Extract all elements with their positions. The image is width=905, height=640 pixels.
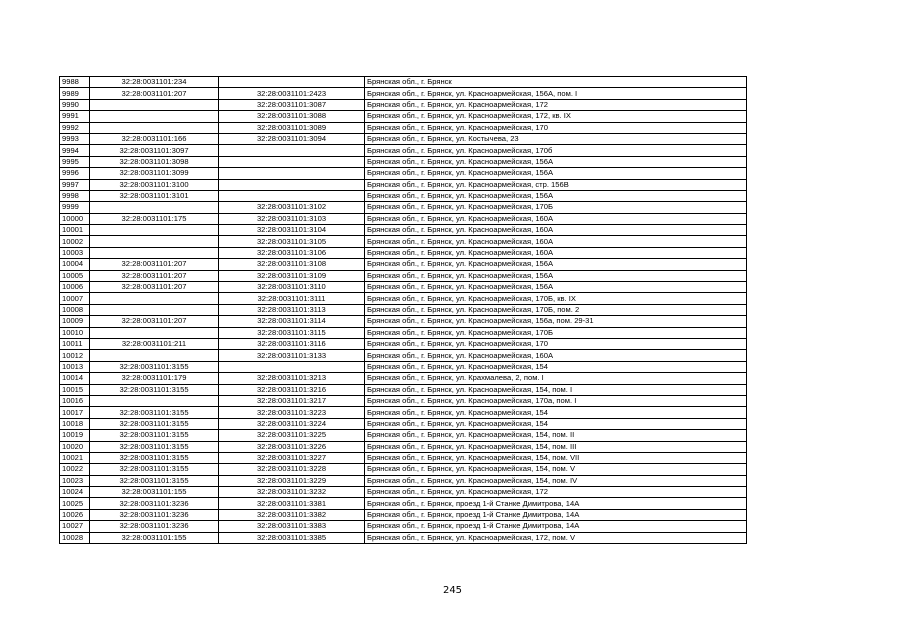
row-number-cell: 9988 xyxy=(60,77,90,88)
row-number-cell: 10012 xyxy=(60,350,90,361)
object-cadastral-number-cell: 32:28:0031101:3217 xyxy=(219,395,365,406)
address-cell: Брянская обл., г. Брянск, ул. Красноармейская, 156А xyxy=(365,156,747,167)
row-number-cell: 10010 xyxy=(60,327,90,338)
address-cell: Брянская обл., г. Брянск, ул. Красноармейская, 160А xyxy=(365,236,747,247)
table-row xyxy=(60,145,747,156)
object-cadastral-number-cell: 32:28:0031101:3228 xyxy=(219,464,365,475)
land-cadastral-number-cell xyxy=(90,236,219,247)
table-row xyxy=(60,99,747,110)
land-cadastral-number-cell: 32:28:0031101:3155 xyxy=(90,430,219,441)
object-cadastral-number-cell: 32:28:0031101:3102 xyxy=(219,202,365,213)
row-number-cell: 10028 xyxy=(60,532,90,543)
table-row xyxy=(60,395,747,406)
address-cell: Брянская обл., г. Брянск, ул. Красноармейская, 154 xyxy=(365,418,747,429)
table-row xyxy=(60,498,747,509)
table-row xyxy=(60,452,747,463)
row-number-cell: 9999 xyxy=(60,202,90,213)
land-cadastral-number-cell: 32:28:0031101:155 xyxy=(90,487,219,498)
row-number-cell: 10027 xyxy=(60,521,90,532)
object-cadastral-number-cell: 32:28:0031101:3385 xyxy=(219,532,365,543)
row-number-cell: 9993 xyxy=(60,133,90,144)
land-cadastral-number-cell: 32:28:0031101:3155 xyxy=(90,475,219,486)
land-cadastral-number-cell xyxy=(90,111,219,122)
land-cadastral-number-cell: 32:28:0031101:175 xyxy=(90,213,219,224)
row-number-cell: 10008 xyxy=(60,304,90,315)
address-cell: Брянская обл., г. Брянск, ул. Красноармейская, 170 xyxy=(365,338,747,349)
land-cadastral-number-cell: 32:28:0031101:3236 xyxy=(90,509,219,520)
row-number-cell: 9990 xyxy=(60,99,90,110)
object-cadastral-number-cell: 32:28:0031101:3113 xyxy=(219,304,365,315)
object-cadastral-number-cell: 32:28:0031101:3106 xyxy=(219,247,365,258)
object-cadastral-number-cell xyxy=(219,145,365,156)
address-cell: Брянская обл., г. Брянск, ул. Красноармейская, 154, пом. I xyxy=(365,384,747,395)
address-cell: Брянская обл., г. Брянск, ул. Красноармейская, 154 xyxy=(365,361,747,372)
address-cell: Брянская обл., г. Брянск, ул. Красноармейская, 160А xyxy=(365,225,747,236)
object-cadastral-number-cell: 32:28:0031101:3116 xyxy=(219,338,365,349)
address-cell: Брянская обл., г. Брянск, ул. Красноармейская, 156А xyxy=(365,168,747,179)
land-cadastral-number-cell: 32:28:0031101:3099 xyxy=(90,168,219,179)
row-number-cell: 10019 xyxy=(60,430,90,441)
land-cadastral-number-cell: 32:28:0031101:207 xyxy=(90,88,219,99)
row-number-cell: 9995 xyxy=(60,156,90,167)
table-row xyxy=(60,521,747,532)
table-row xyxy=(60,350,747,361)
row-number-cell: 10003 xyxy=(60,247,90,258)
row-number-cell: 9989 xyxy=(60,88,90,99)
address-cell: Брянская обл., г. Брянск, ул. Красноармейская, 170Б, кв. IX xyxy=(365,293,747,304)
object-cadastral-number-cell: 32:28:0031101:3216 xyxy=(219,384,365,395)
object-cadastral-number-cell: 32:28:0031101:3111 xyxy=(219,293,365,304)
object-cadastral-number-cell: 32:28:0031101:2423 xyxy=(219,88,365,99)
land-cadastral-number-cell xyxy=(90,225,219,236)
land-cadastral-number-cell: 32:28:0031101:3097 xyxy=(90,145,219,156)
table-row xyxy=(60,111,747,122)
address-cell: Брянская обл., г. Брянск, ул. Красноармейская, стр. 156В xyxy=(365,179,747,190)
address-cell: Брянская обл., г. Брянск, ул. Красноармейская, 154, пом. III xyxy=(365,441,747,452)
row-number-cell: 10024 xyxy=(60,487,90,498)
table-row xyxy=(60,338,747,349)
address-cell: Брянская обл., г. Брянск, ул. Красноармейская, 156А xyxy=(365,282,747,293)
row-number-cell: 10016 xyxy=(60,395,90,406)
table-row xyxy=(60,247,747,258)
object-cadastral-number-cell xyxy=(219,156,365,167)
object-cadastral-number-cell xyxy=(219,190,365,201)
address-cell: Брянская обл., г. Брянск, ул. Красноармейская, 172, пом. V xyxy=(365,532,747,543)
row-number-cell: 10021 xyxy=(60,452,90,463)
address-cell: Брянская обл., г. Брянск, ул. Красноармейская, 170Б xyxy=(365,327,747,338)
object-cadastral-number-cell xyxy=(219,77,365,88)
registry-table xyxy=(59,76,747,544)
land-cadastral-number-cell xyxy=(90,304,219,315)
address-cell: Брянская обл., г. Брянск, проезд 1-й Станке Димитрова, 14А xyxy=(365,509,747,520)
table-row xyxy=(60,487,747,498)
address-cell: Брянская обл., г. Брянск, ул. Красноармейская, 160А xyxy=(365,247,747,258)
land-cadastral-number-cell: 32:28:0031101:3100 xyxy=(90,179,219,190)
table-row xyxy=(60,202,747,213)
land-cadastral-number-cell: 32:28:0031101:179 xyxy=(90,373,219,384)
object-cadastral-number-cell: 32:28:0031101:3229 xyxy=(219,475,365,486)
table-row xyxy=(60,236,747,247)
address-cell: Брянская обл., г. Брянск, ул. Красноармейская, 154, пом. VII xyxy=(365,452,747,463)
row-number-cell: 9998 xyxy=(60,190,90,201)
address-cell: Брянская обл., г. Брянск, ул. Крахмалева, 2, пом. I xyxy=(365,373,747,384)
table-row xyxy=(60,282,747,293)
address-cell: Брянская обл., г. Брянск, ул. Красноармейская, 160А xyxy=(365,213,747,224)
object-cadastral-number-cell: 32:28:0031101:3115 xyxy=(219,327,365,338)
address-cell: Брянская обл., г. Брянск, ул. Красноармейская, 156А xyxy=(365,190,747,201)
row-number-cell: 10002 xyxy=(60,236,90,247)
object-cadastral-number-cell: 32:28:0031101:3103 xyxy=(219,213,365,224)
row-number-cell: 10022 xyxy=(60,464,90,475)
row-number-cell: 10011 xyxy=(60,338,90,349)
row-number-cell: 10025 xyxy=(60,498,90,509)
page-number: 245 xyxy=(442,585,463,596)
object-cadastral-number-cell: 32:28:0031101:3104 xyxy=(219,225,365,236)
object-cadastral-number-cell: 32:28:0031101:3213 xyxy=(219,373,365,384)
table-row xyxy=(60,168,747,179)
land-cadastral-number-cell: 32:28:0031101:166 xyxy=(90,133,219,144)
table-row xyxy=(60,509,747,520)
object-cadastral-number-cell: 32:28:0031101:3088 xyxy=(219,111,365,122)
object-cadastral-number-cell: 32:28:0031101:3109 xyxy=(219,270,365,281)
address-cell: Брянская обл., г. Брянск, ул. Красноармейская, 154, пом. V xyxy=(365,464,747,475)
table-row xyxy=(60,179,747,190)
object-cadastral-number-cell: 32:28:0031101:3114 xyxy=(219,316,365,327)
address-cell: Брянская обл., г. Брянск, ул. Красноармейская, 154, пом. IV xyxy=(365,475,747,486)
address-cell: Брянская обл., г. Брянск xyxy=(365,77,747,88)
land-cadastral-number-cell: 32:28:0031101:3155 xyxy=(90,407,219,418)
address-cell: Брянская обл., г. Брянск, проезд 1-й Станке Димитрова, 14А xyxy=(365,521,747,532)
row-number-cell: 10017 xyxy=(60,407,90,418)
row-number-cell: 10007 xyxy=(60,293,90,304)
land-cadastral-number-cell xyxy=(90,99,219,110)
land-cadastral-number-cell: 32:28:0031101:3236 xyxy=(90,521,219,532)
address-cell: Брянская обл., г. Брянск, ул. Красноармейская, 170б xyxy=(365,145,747,156)
land-cadastral-number-cell: 32:28:0031101:155 xyxy=(90,532,219,543)
land-cadastral-number-cell: 32:28:0031101:3101 xyxy=(90,190,219,201)
land-cadastral-number-cell xyxy=(90,293,219,304)
object-cadastral-number-cell xyxy=(219,179,365,190)
table-row xyxy=(60,373,747,384)
table-row xyxy=(60,441,747,452)
address-cell: Брянская обл., г. Брянск, ул. Красноармейская, 172 xyxy=(365,487,747,498)
row-number-cell: 10018 xyxy=(60,418,90,429)
object-cadastral-number-cell: 32:28:0031101:3094 xyxy=(219,133,365,144)
row-number-cell: 10009 xyxy=(60,316,90,327)
table-row xyxy=(60,156,747,167)
table-row xyxy=(60,418,747,429)
object-cadastral-number-cell: 32:28:0031101:3133 xyxy=(219,350,365,361)
table-row xyxy=(60,293,747,304)
land-cadastral-number-cell: 32:28:0031101:207 xyxy=(90,259,219,270)
land-cadastral-number-cell: 32:28:0031101:234 xyxy=(90,77,219,88)
row-number-cell: 10004 xyxy=(60,259,90,270)
table-row xyxy=(60,361,747,372)
registry-table-body xyxy=(60,77,747,544)
table-row xyxy=(60,430,747,441)
land-cadastral-number-cell xyxy=(90,350,219,361)
land-cadastral-number-cell: 32:28:0031101:207 xyxy=(90,270,219,281)
address-cell: Брянская обл., г. Брянск, ул. Красноармейская, 156А xyxy=(365,259,747,270)
table-row xyxy=(60,270,747,281)
address-cell: Брянская обл., г. Брянск, ул. Красноармейская, 170а, пом. I xyxy=(365,395,747,406)
object-cadastral-number-cell: 32:28:0031101:3232 xyxy=(219,487,365,498)
row-number-cell: 9991 xyxy=(60,111,90,122)
object-cadastral-number-cell: 32:28:0031101:3223 xyxy=(219,407,365,418)
address-cell: Брянская обл., г. Брянск, ул. Красноармейская, 154 xyxy=(365,407,747,418)
row-number-cell: 9994 xyxy=(60,145,90,156)
land-cadastral-number-cell xyxy=(90,247,219,258)
object-cadastral-number-cell: 32:28:0031101:3225 xyxy=(219,430,365,441)
land-cadastral-number-cell: 32:28:0031101:211 xyxy=(90,338,219,349)
object-cadastral-number-cell xyxy=(219,361,365,372)
row-number-cell: 9996 xyxy=(60,168,90,179)
land-cadastral-number-cell: 32:28:0031101:207 xyxy=(90,316,219,327)
row-number-cell: 10005 xyxy=(60,270,90,281)
table-row xyxy=(60,225,747,236)
row-number-cell: 10013 xyxy=(60,361,90,372)
address-cell: Брянская обл., г. Брянск, проезд 1-й Станке Димитрова, 14А xyxy=(365,498,747,509)
land-cadastral-number-cell xyxy=(90,327,219,338)
row-number-cell: 9992 xyxy=(60,122,90,133)
table-row xyxy=(60,259,747,270)
row-number-cell: 10014 xyxy=(60,373,90,384)
object-cadastral-number-cell: 32:28:0031101:3108 xyxy=(219,259,365,270)
land-cadastral-number-cell: 32:28:0031101:3155 xyxy=(90,441,219,452)
table-row xyxy=(60,316,747,327)
row-number-cell: 9997 xyxy=(60,179,90,190)
land-cadastral-number-cell: 32:28:0031101:3098 xyxy=(90,156,219,167)
table-row xyxy=(60,407,747,418)
object-cadastral-number-cell: 32:28:0031101:3110 xyxy=(219,282,365,293)
table-row xyxy=(60,213,747,224)
address-cell: Брянская обл., г. Брянск, ул. Красноармейская, 156а, пом. 29-31 xyxy=(365,316,747,327)
table-row xyxy=(60,122,747,133)
object-cadastral-number-cell: 32:28:0031101:3383 xyxy=(219,521,365,532)
address-cell: Брянская обл., г. Брянск, ул. Красноармейская, 170Б, пом. 2 xyxy=(365,304,747,315)
land-cadastral-number-cell xyxy=(90,122,219,133)
address-cell: Брянская обл., г. Брянск, ул. Красноармейская, 172 xyxy=(365,99,747,110)
object-cadastral-number-cell: 32:28:0031101:3089 xyxy=(219,122,365,133)
row-number-cell: 10023 xyxy=(60,475,90,486)
table-row xyxy=(60,88,747,99)
object-cadastral-number-cell: 32:28:0031101:3227 xyxy=(219,452,365,463)
address-cell: Брянская обл., г. Брянск, ул. Красноармейская, 156А, пом. I xyxy=(365,88,747,99)
table-row xyxy=(60,327,747,338)
address-cell: Брянская обл., г. Брянск, ул. Красноармейская, 172, кв. IX xyxy=(365,111,747,122)
table-row xyxy=(60,190,747,201)
table-row xyxy=(60,304,747,315)
object-cadastral-number-cell: 32:28:0031101:3087 xyxy=(219,99,365,110)
object-cadastral-number-cell: 32:28:0031101:3381 xyxy=(219,498,365,509)
land-cadastral-number-cell: 32:28:0031101:3155 xyxy=(90,384,219,395)
land-cadastral-number-cell: 32:28:0031101:3236 xyxy=(90,498,219,509)
address-cell: Брянская обл., г. Брянск, ул. Красноармейская, 154, пом. II xyxy=(365,430,747,441)
row-number-cell: 10000 xyxy=(60,213,90,224)
land-cadastral-number-cell: 32:28:0031101:3155 xyxy=(90,464,219,475)
address-cell: Брянская обл., г. Брянск, ул. Красноармейская, 156А xyxy=(365,270,747,281)
table-row xyxy=(60,384,747,395)
address-cell: Брянская обл., г. Брянск, ул. Красноармейская, 170 xyxy=(365,122,747,133)
object-cadastral-number-cell: 32:28:0031101:3226 xyxy=(219,441,365,452)
object-cadastral-number-cell: 32:28:0031101:3382 xyxy=(219,509,365,520)
address-cell: Брянская обл., г. Брянск, ул. Красноармейская, 160А xyxy=(365,350,747,361)
row-number-cell: 10026 xyxy=(60,509,90,520)
row-number-cell: 10020 xyxy=(60,441,90,452)
object-cadastral-number-cell xyxy=(219,168,365,179)
land-cadastral-number-cell xyxy=(90,395,219,406)
object-cadastral-number-cell: 32:28:0031101:3224 xyxy=(219,418,365,429)
table-row xyxy=(60,475,747,486)
land-cadastral-number-cell: 32:28:0031101:3155 xyxy=(90,361,219,372)
land-cadastral-number-cell: 32:28:0031101:3155 xyxy=(90,418,219,429)
table-row xyxy=(60,133,747,144)
table-row xyxy=(60,532,747,543)
object-cadastral-number-cell: 32:28:0031101:3105 xyxy=(219,236,365,247)
land-cadastral-number-cell xyxy=(90,202,219,213)
row-number-cell: 10006 xyxy=(60,282,90,293)
land-cadastral-number-cell: 32:28:0031101:3155 xyxy=(90,452,219,463)
land-cadastral-number-cell: 32:28:0031101:207 xyxy=(90,282,219,293)
address-cell: Брянская обл., г. Брянск, ул. Костычева, 23 xyxy=(365,133,747,144)
table-row xyxy=(60,77,747,88)
row-number-cell: 10001 xyxy=(60,225,90,236)
row-number-cell: 10015 xyxy=(60,384,90,395)
address-cell: Брянская обл., г. Брянск, ул. Красноармейская, 170Б xyxy=(365,202,747,213)
table-row xyxy=(60,464,747,475)
